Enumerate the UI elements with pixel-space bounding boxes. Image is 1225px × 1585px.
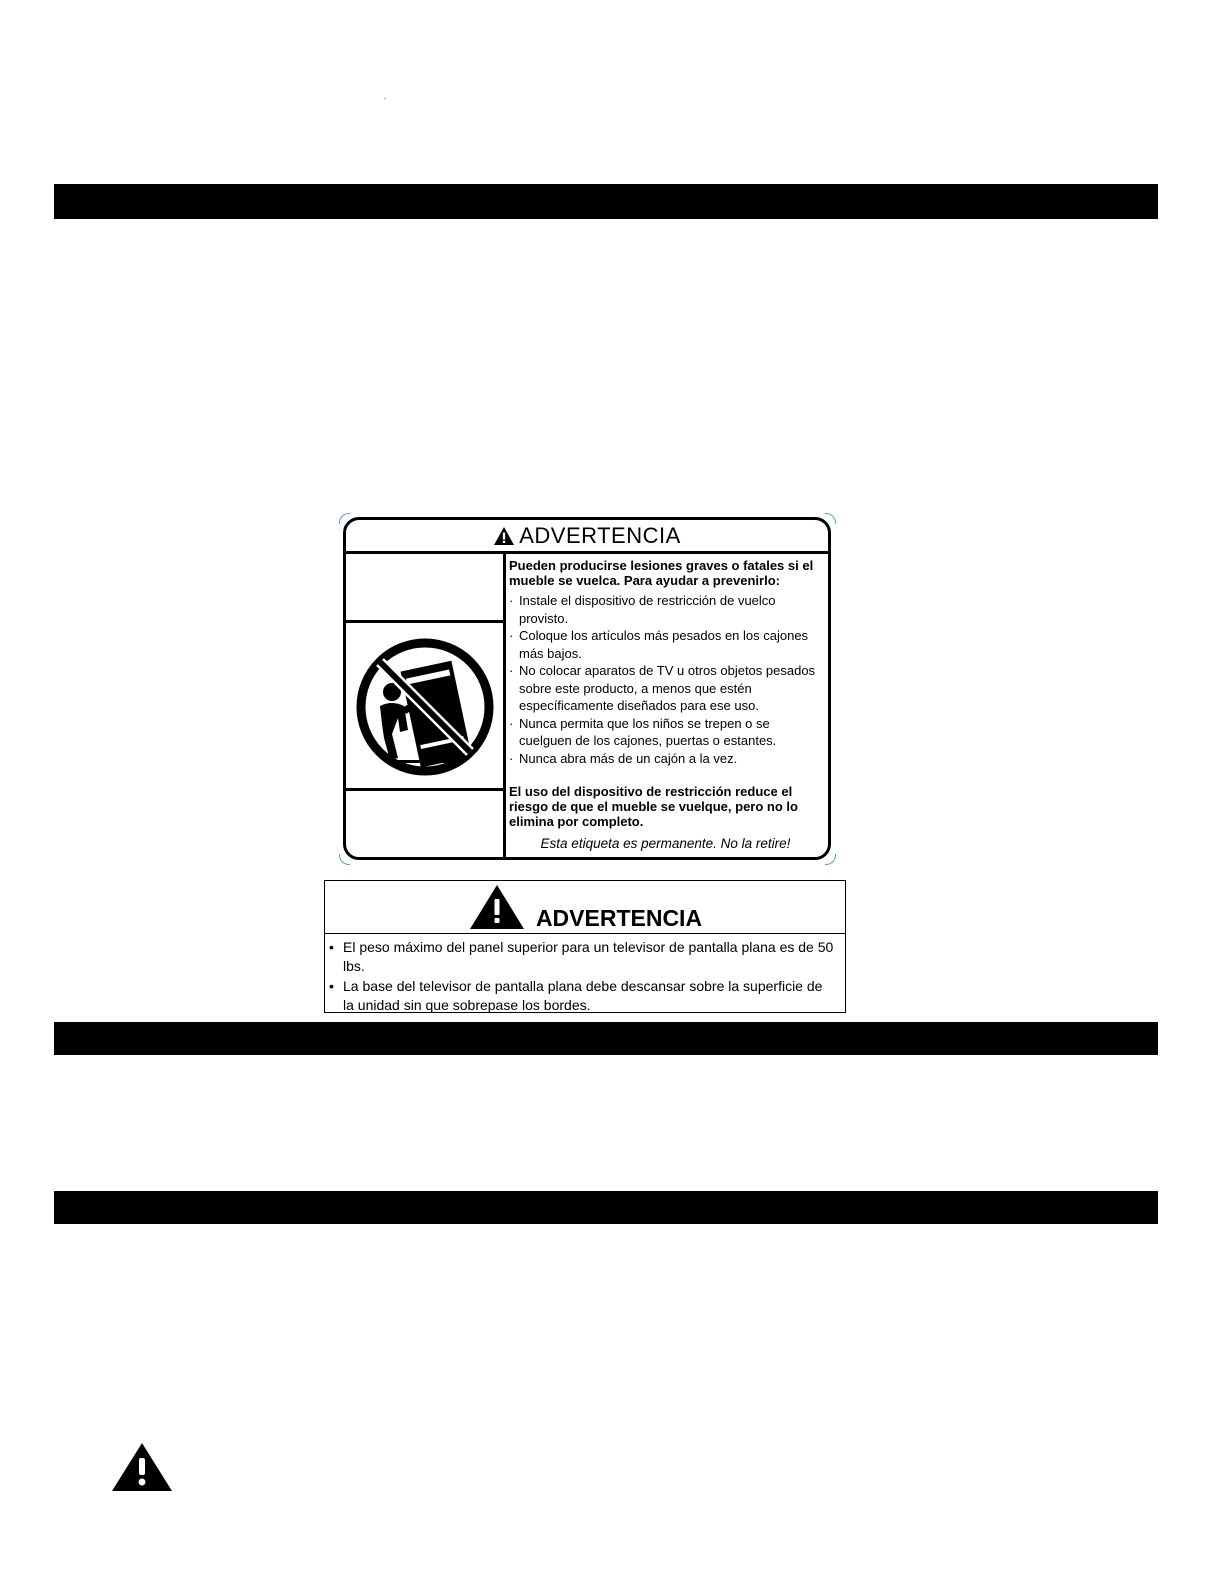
warning-list — [325, 938, 845, 1015]
list-item: · Nunca abra más de un cajón a la vez. — [509, 750, 822, 768]
tv-weight-warning-label — [324, 880, 846, 1013]
list-item: • La base del televisor de pantalla plana debe descansar sobre la superficie de la unidad sin que sobrepase los bordes. — [343, 977, 837, 1015]
warning-triangle-icon — [493, 526, 515, 546]
warning-intro: Pueden producirse lesiones graves o fatales si el mueble se vuelca. Para ayudar a prevenirlo: — [509, 558, 814, 588]
label-title: ADVERTENCIA — [535, 905, 703, 931]
restraint-note: El uso del dispositivo de restricción reduce el riesgo de que el mueble se vuelque, pero no lo elimina por completo. — [509, 784, 798, 829]
warning-text-panel — [509, 558, 822, 857]
label-header — [346, 520, 828, 554]
label-header — [325, 881, 845, 934]
warning-list — [509, 592, 822, 767]
section-header-bar-2 — [54, 1022, 1158, 1055]
section-header-bar-3 — [54, 1191, 1158, 1224]
divider — [346, 788, 503, 791]
label-title: ADVERTENCIA — [519, 522, 681, 548]
section-header-bar-1 — [54, 184, 1158, 219]
list-item: • El peso máximo del panel superior para un televisor de pantalla plana es de 50 lbs. — [343, 938, 837, 976]
crop-mark — [825, 854, 836, 865]
pictogram-panel — [346, 554, 506, 857]
divider — [346, 620, 503, 623]
scan-mark — [384, 98, 386, 99]
warning-triangle-icon — [110, 1441, 174, 1493]
tip-over-warning-label — [343, 517, 831, 860]
list-item: · Coloque los artículos más pesados en los cajones más bajos. — [509, 627, 822, 662]
list-item: · Nunca permita que los niños se trepen o se cuelguen de los cajones, puertas o estantes. — [509, 715, 822, 750]
no-climbing-tipping-icon — [352, 634, 498, 780]
warning-triangle-icon — [468, 883, 526, 931]
permanent-label-note: Esta etiqueta es permanente. No la retire! — [540, 835, 791, 851]
list-item: · No colocar aparatos de TV u otros objetos pesados sobre este producto, a menos que estén específicamente diseñados para ese uso. — [509, 662, 822, 715]
list-item: · Instale el dispositivo de restricción de vuelco provisto. — [509, 592, 822, 627]
